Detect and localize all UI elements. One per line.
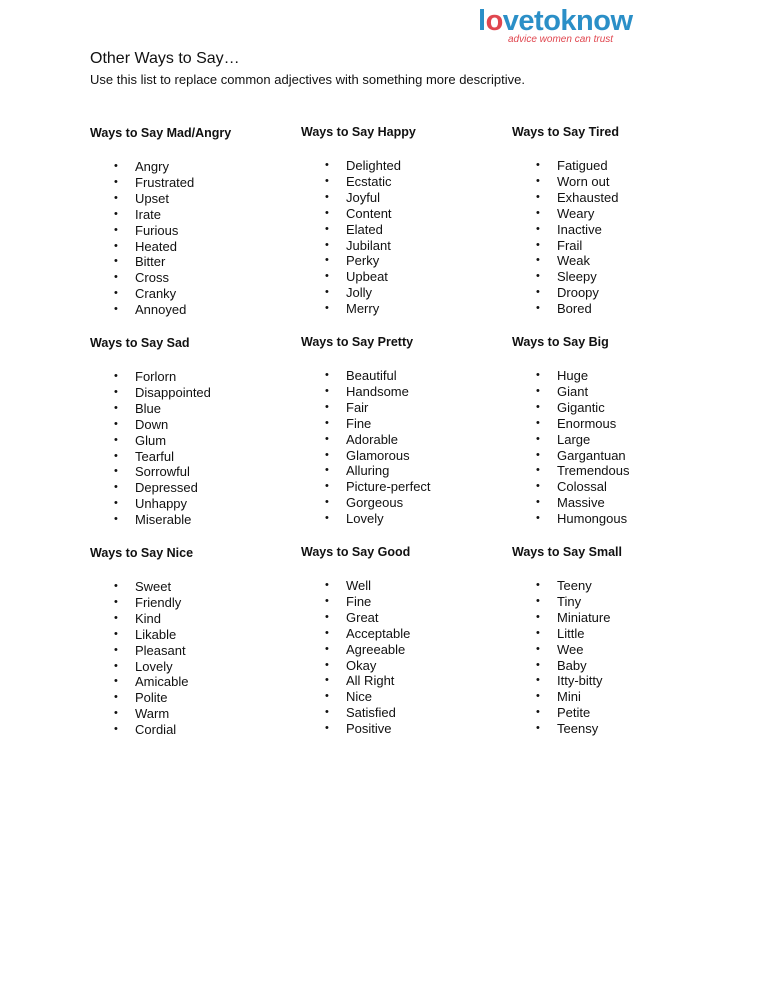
section-heading: Ways to Say Nice — [90, 546, 194, 560]
word-list — [90, 159, 280, 318]
list-item: • Angry — [90, 159, 280, 175]
logo-letter-l: l — [478, 5, 486, 37]
list-item: • Cranky — [90, 286, 280, 302]
word-list — [90, 369, 280, 528]
list-item: • Cordial — [90, 722, 280, 738]
list-item: • Glum — [90, 433, 280, 449]
list-item: • Delighted — [301, 158, 491, 174]
list-item: • Satisfied — [301, 705, 491, 721]
list-item: • Blue — [90, 401, 280, 417]
list-item: • Adorable — [301, 432, 491, 448]
list-item: • Furious — [90, 223, 280, 239]
list-item: • Agreeable — [301, 642, 491, 658]
list-item: • Sorrowful — [90, 464, 280, 480]
list-item: • Petite — [512, 705, 702, 721]
list-item: • Picture-perfect — [301, 479, 491, 495]
list-item: • Disappointed — [90, 385, 280, 401]
section-heading: Ways to Say Big — [512, 335, 609, 349]
list-item: • Weary — [512, 206, 702, 222]
logo-tagline: advice women can trust — [508, 34, 614, 45]
list-item: • Tearful — [90, 449, 280, 465]
list-item: • Joyful — [301, 190, 491, 206]
list-item: • Bitter — [90, 254, 280, 270]
list-item: • Itty-bitty — [512, 673, 702, 689]
list-item: • Handsome — [301, 384, 491, 400]
section-heading: Ways to Say Mad/Angry — [90, 126, 232, 140]
list-item: • Bored — [512, 301, 702, 317]
list-item: • Cross — [90, 270, 280, 286]
list-item: • Likable — [90, 627, 280, 643]
section-heading: Ways to Say Small — [512, 545, 622, 559]
list-item: • Teensy — [512, 721, 702, 737]
word-list — [301, 158, 491, 317]
list-item: • Alluring — [301, 463, 491, 479]
list-item: • Inactive — [512, 222, 702, 238]
list-item: • Weak — [512, 253, 702, 269]
list-item: • Lovely — [301, 511, 491, 527]
section-heading: Ways to Say Sad — [90, 336, 190, 350]
list-item: • Upset — [90, 191, 280, 207]
list-item: • Irate — [90, 207, 280, 223]
list-item: • Unhappy — [90, 496, 280, 512]
list-item: • Sleepy — [512, 269, 702, 285]
section-nice — [90, 545, 280, 738]
list-item: • Gargantuan — [512, 448, 702, 464]
list-item: • Great — [301, 610, 491, 626]
list-item: • Droopy — [512, 285, 702, 301]
list-item: • Beautiful — [301, 368, 491, 384]
list-item: • Enormous — [512, 416, 702, 432]
list-item: • Ecstatic — [301, 174, 491, 190]
list-item: • Fair — [301, 400, 491, 416]
list-item: • Warm — [90, 706, 280, 722]
page-title: Other Ways to Say… — [90, 50, 240, 67]
logo-word-rest: vetoknow — [502, 5, 633, 37]
list-item: • Little — [512, 626, 702, 642]
section-good — [301, 544, 491, 737]
list-item: • Large — [512, 432, 702, 448]
word-list — [301, 578, 491, 737]
list-item: • Giant — [512, 384, 702, 400]
list-item: • Nice — [301, 689, 491, 705]
list-item: • Down — [90, 417, 280, 433]
list-item: • Colossal — [512, 479, 702, 495]
list-item: • Forlorn — [90, 369, 280, 385]
list-item: • Gigantic — [512, 400, 702, 416]
list-item: • Baby — [512, 658, 702, 674]
list-item: • Perky — [301, 253, 491, 269]
list-item: • Pleasant — [90, 643, 280, 659]
list-item: • Positive — [301, 721, 491, 737]
list-item: • Friendly — [90, 595, 280, 611]
list-item: • Gorgeous — [301, 495, 491, 511]
list-item: • Polite — [90, 690, 280, 706]
list-item: • Depressed — [90, 480, 280, 496]
list-item: • Elated — [301, 222, 491, 238]
list-item: • Humongous — [512, 511, 702, 527]
list-item: • Annoyed — [90, 302, 280, 318]
list-item: • Jolly — [301, 285, 491, 301]
page-subtitle: Use this list to replace common adjectives with something more descriptive. — [90, 72, 525, 87]
list-item: • Fatigued — [512, 158, 702, 174]
section-big — [512, 334, 702, 527]
section-happy — [301, 124, 491, 317]
list-item: • Worn out — [512, 174, 702, 190]
list-item: • Sweet — [90, 579, 280, 595]
logo-wordmark — [478, 6, 648, 36]
section-mad-angry — [90, 125, 280, 318]
list-item: • Okay — [301, 658, 491, 674]
section-tired — [512, 124, 702, 317]
section-heading: Ways to Say Happy — [301, 125, 416, 139]
list-item: • Tiny — [512, 594, 702, 610]
section-small — [512, 544, 702, 737]
list-item: • All Right — [301, 673, 491, 689]
logo-heart-o: o — [485, 5, 503, 37]
list-item: • Wee — [512, 642, 702, 658]
list-item: • Merry — [301, 301, 491, 317]
section-pretty — [301, 334, 491, 527]
word-list — [512, 158, 702, 317]
list-item: • Fine — [301, 416, 491, 432]
word-list — [301, 368, 491, 527]
list-item: • Frail — [512, 238, 702, 254]
section-sad — [90, 335, 280, 528]
list-item: • Acceptable — [301, 626, 491, 642]
list-item: • Massive — [512, 495, 702, 511]
list-item: • Frustrated — [90, 175, 280, 191]
list-item: • Huge — [512, 368, 702, 384]
list-item: • Well — [301, 578, 491, 594]
list-item: • Heated — [90, 239, 280, 255]
list-item: • Teeny — [512, 578, 702, 594]
lovetoknow-logo[interactable] — [478, 6, 648, 45]
list-item: • Miniature — [512, 610, 702, 626]
word-list — [512, 578, 702, 737]
section-heading: Ways to Say Tired — [512, 125, 619, 139]
section-heading: Ways to Say Pretty — [301, 335, 414, 349]
word-list — [90, 579, 280, 738]
list-item: • Content — [301, 206, 491, 222]
list-item: • Glamorous — [301, 448, 491, 464]
list-item: • Tremendous — [512, 463, 702, 479]
list-item: • Exhausted — [512, 190, 702, 206]
list-item: • Amicable — [90, 674, 280, 690]
list-item: • Upbeat — [301, 269, 491, 285]
list-item: • Miserable — [90, 512, 280, 528]
word-list — [512, 368, 702, 527]
section-heading: Ways to Say Good — [301, 545, 411, 559]
list-item: • Lovely — [90, 659, 280, 675]
list-item: • Mini — [512, 689, 702, 705]
list-item: • Fine — [301, 594, 491, 610]
list-item: • Jubilant — [301, 238, 491, 254]
list-item: • Kind — [90, 611, 280, 627]
